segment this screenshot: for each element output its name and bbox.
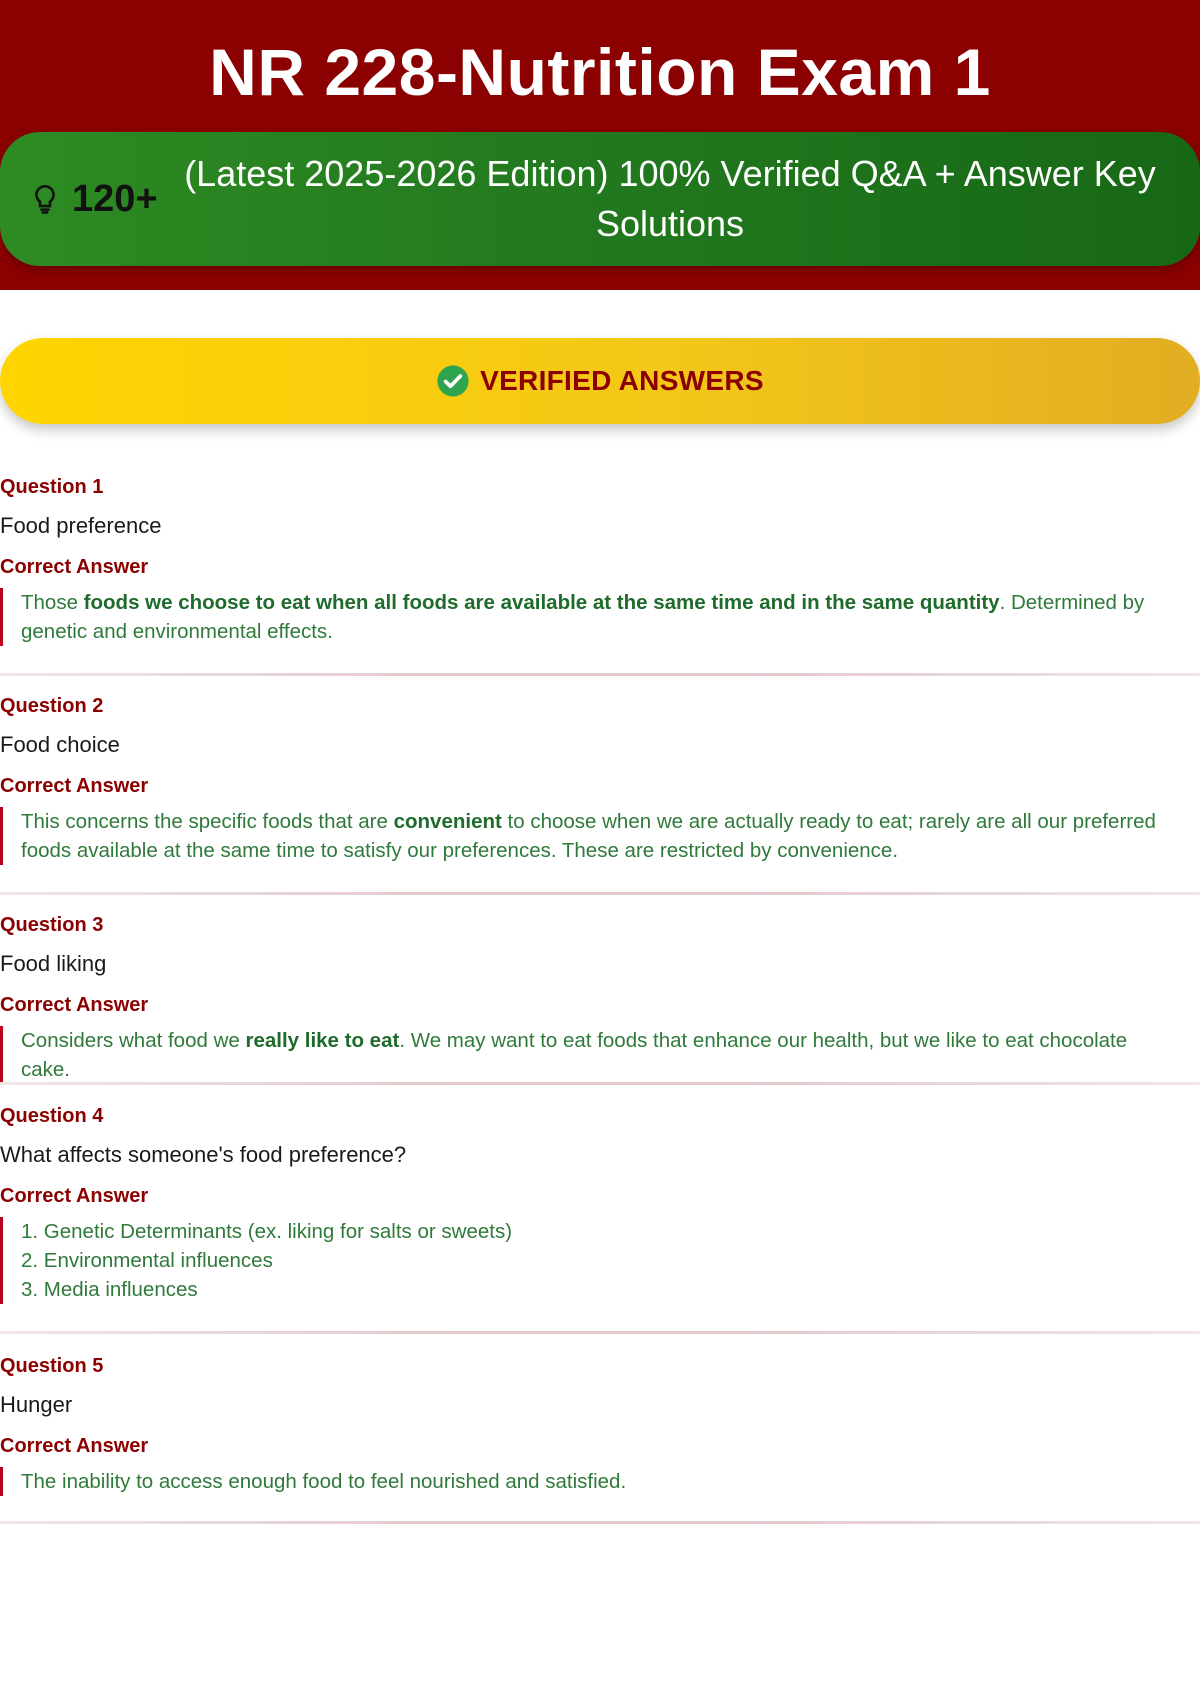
question-block (0, 1353, 1200, 1496)
correct-answer-label: Correct Answer (0, 556, 149, 578)
answer-emphasis: really like to eat (245, 1029, 400, 1052)
lightbulb-icon (28, 182, 62, 216)
question-prompt: What affects someone's food preference? (0, 1142, 407, 1167)
edition-subtitle: (Latest 2025-2026 Edition) 100% Verified Q&A + Answer Key Solutions (184, 153, 1156, 244)
answer-text: The inability to access enough food to feel nourished and satisfied. (0, 1467, 1181, 1496)
correct-answer-label: Correct Answer (0, 775, 149, 797)
answer-item: 1. Genetic Determinants (ex. liking for salts or sweets) (21, 1220, 513, 1243)
question-number: Question 1 (0, 476, 104, 498)
verified-label: VERIFIED ANSWERS (480, 365, 764, 396)
question-count (28, 132, 158, 266)
answer-emphasis: foods we choose to eat when all foods are available at the same time and in the same quantity (83, 591, 1000, 614)
answer-text: Considers what food we really like to eat. We may want to eat foods that enhance our health, but we like to eat chocolate cake. (0, 1026, 1181, 1084)
answer-item: 2. Environmental influences (21, 1249, 273, 1272)
count-label: 120+ (72, 177, 158, 220)
page-title: NR 228-Nutrition Exam 1 (209, 35, 991, 109)
answer-text: This concerns the specific foods that are convenient to choose when we are actually ready to eat; rarely are all our preferred foods available at the same time to satisfy our preferences. These are restricted by convenience. (0, 807, 1181, 865)
divider (0, 1331, 1200, 1334)
correct-answer-label: Correct Answer (0, 1435, 149, 1457)
question-number: Question 4 (0, 1105, 104, 1127)
answer-text: Those foods we choose to eat when all foods are available at the same time and in the same quantity. Determined by genetic and environmental effects. (0, 588, 1181, 646)
question-block (0, 474, 1200, 646)
question-number: Question 5 (0, 1355, 104, 1377)
question-prompt: Food choice (0, 732, 120, 757)
answer-list (0, 1217, 1181, 1304)
correct-answer-label: Correct Answer (0, 994, 149, 1016)
verified-answers-banner (0, 338, 1200, 424)
question-prompt: Food preference (0, 513, 162, 538)
divider (0, 673, 1200, 676)
divider (0, 892, 1200, 895)
question-block (0, 693, 1200, 865)
check-circle-icon (436, 364, 470, 398)
question-prompt: Hunger (0, 1392, 73, 1417)
question-block (0, 912, 1200, 1084)
correct-answer-label: Correct Answer (0, 1185, 149, 1207)
question-number: Question 2 (0, 695, 104, 717)
question-block (0, 1103, 1200, 1304)
edition-banner (0, 132, 1200, 266)
question-prompt: Food liking (0, 951, 107, 976)
question-number: Question 3 (0, 914, 104, 936)
divider (0, 1082, 1200, 1085)
answer-emphasis: convenient (393, 810, 502, 833)
answer-item: 3. Media influences (21, 1278, 198, 1301)
header (0, 0, 1200, 290)
divider (0, 1521, 1200, 1524)
